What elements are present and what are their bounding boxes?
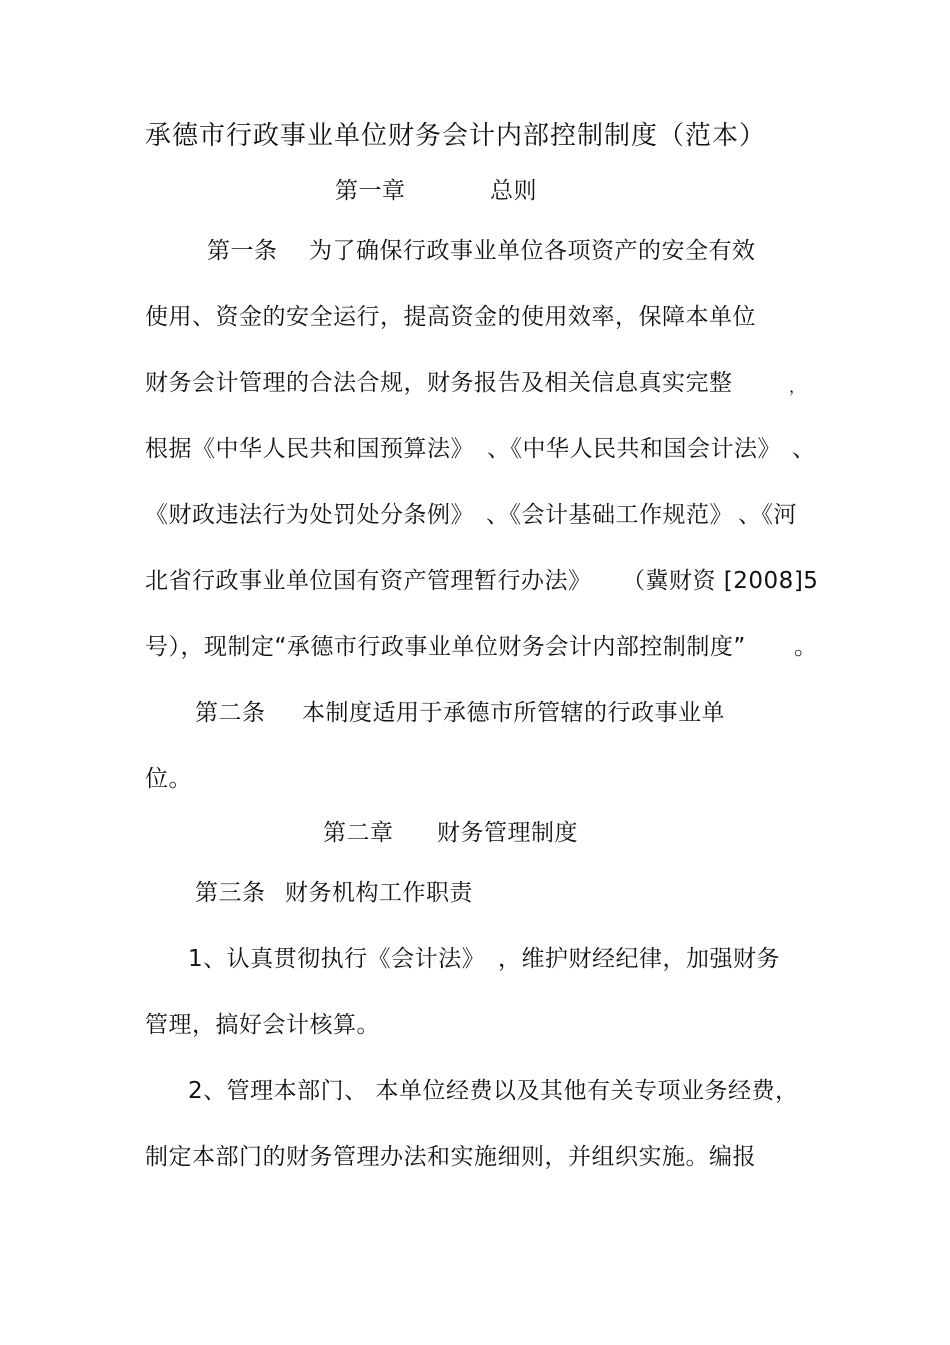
article-1-line-3: 财务会计管理的合法合规，财务报告及相关信息真实完整 <box>145 370 733 396</box>
article-1-line-7b: 。 <box>794 634 818 660</box>
item-1-line-2: 管理，搞好会计核算。 <box>145 1012 380 1038</box>
article-1-line-4b: 、《中华人民共和国会计法》 <box>487 436 781 462</box>
chapter-1-label: 第一章 <box>335 178 406 204</box>
article-1-line-5a: 《财政违法行为处罚处分条例》 <box>145 502 474 528</box>
article-1-line-2: 使用、资金的安全运行，提高资金的使用效率，保障本单位 <box>145 304 756 330</box>
article-1-line-7a: 号），现制定“承德市行政事业单位财务会计内部控制制度” <box>145 634 746 660</box>
article-1-line-1: 为了确保行政事业单位各项资产的安全有效 <box>309 238 756 264</box>
item-2-line-2: 制定本部门的财务管理办法和实施细则，并组织实施。编报 <box>145 1144 756 1170</box>
article-1-line-5b: 、《会计基础工作规范》 <box>486 502 733 528</box>
article-2-line-1: 本制度适用于承德市所管辖的行政事业单 <box>302 700 725 726</box>
item-2-line-1: 2、管理本部门、 本单位经费以及其他有关专项业务经费， <box>188 1078 799 1104</box>
item-1-line-1a: 1、认真贯彻执行《会计法》 <box>188 946 486 972</box>
article-1-line-6a: 北省行政事业单位国有资产管理暂行办法》 <box>145 568 592 594</box>
article-3-label: 第三条 <box>195 880 266 906</box>
item-1-line-1b: ，维护财经纪律，加强财务 <box>498 946 780 972</box>
article-1-line-4c: 、 <box>792 436 816 462</box>
article-3-heading: 财务机构工作职责 <box>285 880 473 906</box>
chapter-1-name: 总则 <box>490 178 537 204</box>
article-2-line-2: 位。 <box>145 766 192 792</box>
article-1-line-6b: （冀财资 [2008]5 <box>622 568 819 594</box>
article-1-label: 第一条 <box>207 238 278 264</box>
article-1-line-3-mark: ， <box>789 377 806 396</box>
article-1-line-4a: 根据《中华人民共和国预算法》 <box>145 436 474 462</box>
document-title: 承德市行政事业单位财务会计内部控制制度（范本） <box>145 121 767 151</box>
chapter-2-label: 第二章 <box>323 820 394 846</box>
article-2-label: 第二条 <box>195 700 266 726</box>
article-1-line-5c: 、《河 <box>738 502 797 528</box>
chapter-2-name: 财务管理制度 <box>437 820 578 846</box>
